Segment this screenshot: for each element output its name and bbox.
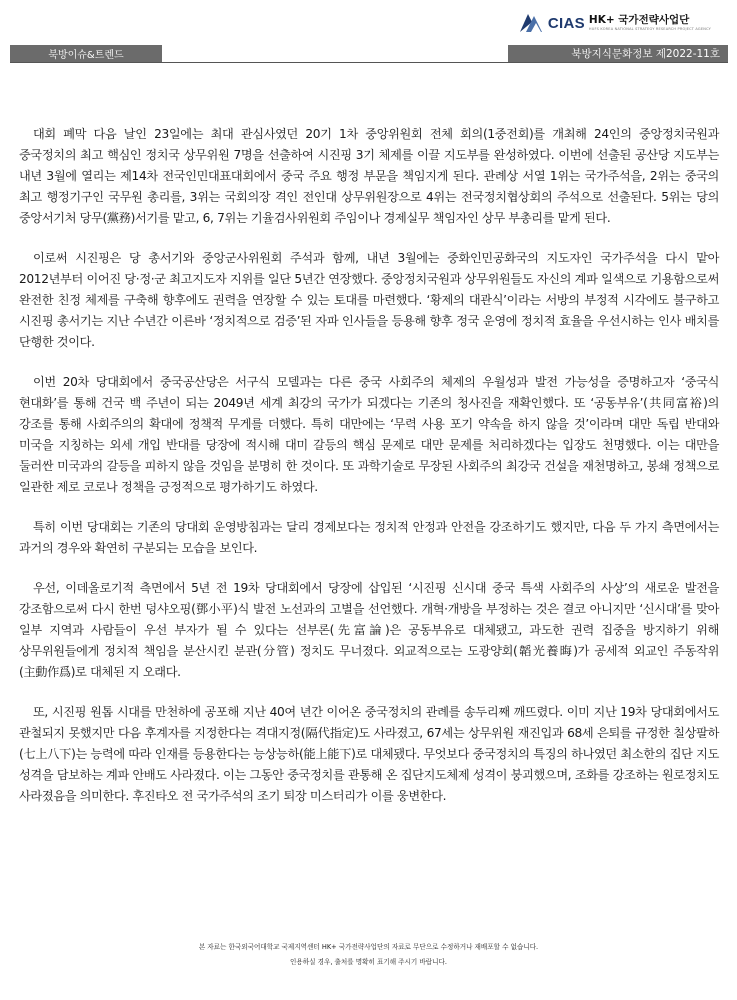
category-tag: 북방이슈&트렌드 xyxy=(10,45,162,62)
footer-line-1: 본 자료는 한국외국어대학교 국제지역센터 HK+ 국가전략사업단의 자료로 무단으로 수정하거나 재배포할 수 없습니다. xyxy=(198,943,539,951)
paragraph: 또, 시진핑 원톱 시대를 만천하에 공포해 지난 40여 년간 이어온 중국정치의 관례를 송두리째 깨뜨렸다. 이미 지난 19차 당대회에서도 관철되지 못했지만 다음 후계자를 지정한다는 격대지정(隔代指定)도 사라졌고, 67세는 상무위원 재진입과 68세 은퇴를 규정한 칠상팔하(七上八下)는 능력에 따라 인재를 등용한다는 능상능하(能上能下)로 대체됐다. 무엇보다 중국정치의 특징의 하나였던 최소한의 집단 지도 성격을 담보하는 계파 안배도 사라졌다. 이는 그동안 중국정치를 관통해 온 집단지도체제 성격이 붕괴했으며, 조화를 강조하는 원로정치도 사라졌음을 의미한다. 후진타오 전 국가주석의 조기 퇴장 미스터리가 이를 웅변한다. xyxy=(19,705,719,803)
paragraph: 이로써 시진핑은 당 총서기와 중앙군사위원회 주석과 함께, 내년 3월에는 중화인민공화국의 지도자인 국가주석을 다시 맡아 2012년부터 이어진 당·정·군 최고지도자 지위를 일단 5년간 연장했다. 중앙정치국원과 상무위원들도 자신의 계파 일색으로 기용함으로써 완전한 친정 체제를 구축해 향후에도 권력을 연장할 수 있는 토대를 마련했다. ‘황제의 대관식’이라는 서방의 부정적 시각에도 불구하고 시진핑 총서기는 지난 수년간 이른바 ‘정치적으로 검증’된 자파 인사들을 등용해 향후 정국 운영에 정치적 효율을 우선시하는 인사 배치를 단행한 것이다. xyxy=(19,251,719,349)
paragraph: 우선, 이데올로기적 측면에서 5년 전 19차 당대회에서 당장에 삽입된 ‘시진핑 신시대 중국 특색 사회주의 사상’의 새로운 발전을 강조함으로써 다시 한번 덩샤오핑(鄧小平)식 발전 노선과의 고별을 선언했다. 개혁·개방을 부정하는 것은 결코 아니지만 ‘신시대’를 맞아 일부 지역과 사람들이 우선 부자가 될 수 있다는 선부론(先富論)은 공동부유로 대체됐고, 과도한 권력 집중을 방지하기 위해 상무위원들에게 정치적 책임을 분산시킨 분관(分管) 정치도 무너졌다. 외교적으로는 도광양회(韜光養晦)가 공세적 외교인 주동작위(主動作爲)로 대체된 지 오래다. xyxy=(19,581,719,679)
footer-line-2: 인용하실 경우, 출처를 명확히 표기해 주시기 바랍니다. xyxy=(290,958,447,966)
cias-logo-icon xyxy=(518,12,544,34)
org-logo xyxy=(518,12,711,34)
footer-notice xyxy=(0,940,737,970)
header-bar xyxy=(10,45,728,63)
paragraph: 대회 폐막 다음 날인 23일에는 최대 관심사였던 20기 1차 중앙위원회 전체 회의(1중전회)를 개최해 24인의 중앙정치국원과 중국정치의 최고 핵심인 정치국 상무위원 7명을 선출하여 시진핑 3기 체제를 이끌 지도부를 완성하였다. 이번에 선출된 공산당 지도부는 내년 3월에 열리는 제14차 전국인민대표대회에서 중국 주요 행정 부문을 책임지게 된다. 관례상 서열 1위는 국가주석을, 2위는 중국의 최고 행정기구인 국무원 총리를, 3위는 국회의장 격인 전인대 상무위원장으로 4위는 전국정치협상회의 주석으로 선출된다. 5위는 당의 중앙서기처 당무(黨務)서기를 맡고, 6, 7위는 기율검사위원회 주임이나 경제실무 책임자인 상무 부총리를 맡게 된다. xyxy=(19,127,719,225)
paragraph: 이번 20차 당대회에서 중국공산당은 서구식 모델과는 다른 중국 사회주의 체제의 우월성과 발전 가능성을 증명하고자 ‘중국식 현대화’를 통해 건국 백 주년이 되는 2049년 세계 최강의 국가가 되겠다는 기존의 청사진을 재확인했다. 또 ‘공동부유’(共同富裕)의 강조를 통해 사회주의의 확대에 정책적 무게를 더했다. 특히 대만에는 ‘무력 사용 포기 약속을 하지 않을 것’이라며 대만 독립 반대와 미국을 지칭하는 외세 개입 반대를 당장에 적시해 대미 갈등의 핵심 문제로 대만 문제를 처리하겠다는 입장도 천명했다. 이는 대만을 둘러싼 미국과의 갈등을 피하지 않을 것임을 분명히 한 것이다. 또 과학기술로 무장된 사회주의 최강국 건설을 재천명하고, 봉쇄 정책으로 일관한 제로 코로나 정책을 긍정적으로 평가하기도 하였다. xyxy=(19,375,719,494)
logo-subtitle: HUFS KOREA NATIONAL STRATEGY RESEARCH PROJECT AGENCY xyxy=(588,26,711,31)
logo-org-name: HK+ 국가전략사업단 xyxy=(588,14,690,26)
logo-text: CIAS xyxy=(547,14,585,32)
paragraph: 특히 이번 당대회는 기존의 당대회 운영방침과는 달리 경제보다는 정치적 안정과 안전을 강조하기도 했지만, 다음 두 가지 측면에서는 과거의 경우와 확연히 구분되는 모습을 보인다. xyxy=(19,520,719,555)
article-body xyxy=(19,124,719,826)
issue-number: 북방지식문화정보 제2022-11호 xyxy=(508,45,728,62)
